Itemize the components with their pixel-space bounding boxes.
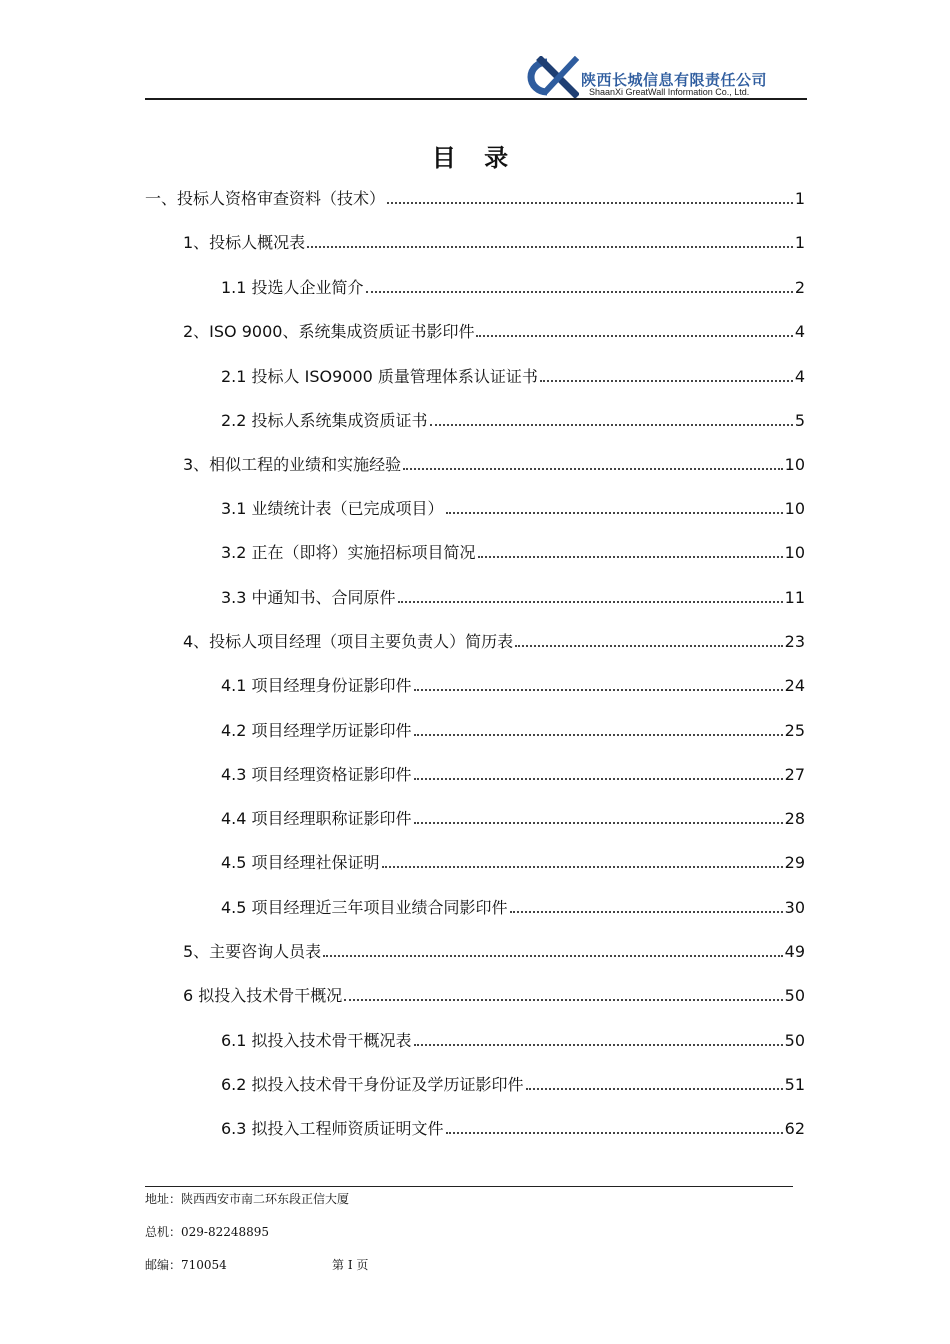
toc-leader-dots [307,246,793,248]
toc-entry-label: 3.2 正在（即将）实施招标项目简况 [221,543,476,562]
footer-divider [145,1186,793,1187]
toc-leader-dots [526,1088,783,1090]
page-header [145,56,807,100]
toc-entry-label: 4.1 项目经理身份证影印件 [221,676,412,695]
toc-entry-page: 24 [784,676,805,695]
toc-leader-dots [414,1044,783,1046]
toc-entry-label: 2、ISO 9000、系统集成资质证书影印件 [183,322,475,341]
toc-leader-dots [382,866,783,868]
toc-entry-label: 4.3 项目经理资格证影印件 [221,765,412,784]
toc-leader-dots [398,601,783,603]
toc-entry-label: 一、投标人资格审查资料（技术） [145,189,386,208]
toc-entry[interactable] [183,984,805,1006]
toc-leader-dots [414,778,783,780]
toc-entry-page: 29 [784,853,805,872]
toc-entry[interactable] [221,1117,805,1139]
toc-entry-page: 1 [794,233,805,252]
toc-entry-page: 5 [794,411,805,430]
toc-entry-page: 10 [784,543,805,562]
toc-leader-dots [414,822,783,824]
footer-postcode: 邮编：710054 [145,1258,227,1272]
toc-entry-page: 27 [784,765,805,784]
toc-entry-label: 3.1 业绩统计表（已完成项目） [221,499,444,518]
footer-phone: 总机：029-82248895 [145,1225,270,1239]
toc-entry-page: 10 [784,499,805,518]
toc-entry[interactable] [221,851,805,873]
toc-entry-page: 11 [784,588,805,607]
toc-leader-dots [387,202,793,204]
page-title: 目 录 [431,144,519,172]
toc-entry[interactable] [145,187,805,209]
toc-entry-page: 4 [794,367,805,386]
toc-entry-label: 5、主要咨询人员表 [183,942,322,961]
toc-entry-label: 2.2 投标人系统集成资质证书 [221,411,428,430]
toc-entry-page: 30 [784,898,805,917]
footer-page-number: 第 I 页 [332,1258,369,1272]
toc-entry-label: 6.2 拟投入技术骨干身份证及学历证影印件 [221,1075,524,1094]
company-logo [517,56,807,98]
toc-entry-label: 4.2 项目经理学历证影印件 [221,721,412,740]
toc-entry-label: 1.1 投选人企业简介 [221,278,364,297]
toc-entry[interactable] [221,1073,805,1095]
toc-leader-dots [323,955,782,957]
toc-leader-dots [403,468,782,470]
toc-entry-label: 3.3 中通知书、合同原件 [221,588,396,607]
toc-entry-page: 49 [784,942,805,961]
toc-entry[interactable] [221,1029,805,1051]
toc-entry-label: 3、相似工程的业绩和实施经验 [183,455,402,474]
toc-entry-label: 4、投标人项目经理（项目主要负责人）简历表 [183,632,514,651]
company-name-cn: 陕西长城信息有限责任公司 [581,71,768,89]
toc-leader-dots [414,734,783,736]
toc-entry-page: 50 [784,1031,805,1050]
toc-leader-dots [476,335,792,337]
toc-leader-dots [540,380,793,382]
toc-entry-label: 2.1 投标人 ISO9000 质量管理体系认证证书 [221,367,538,386]
toc-leader-dots [344,999,782,1001]
toc-entry-label: 4.5 项目经理近三年项目业绩合同影印件 [221,898,508,917]
toc-entry[interactable] [183,231,805,253]
toc-entry-page: 25 [784,721,805,740]
footer-address: 地址：陕西西安市南二环东段正信大厦 [145,1192,350,1206]
toc-entry-page: 51 [784,1075,805,1094]
toc-entry-page: 4 [794,322,805,341]
toc-entry[interactable] [183,940,805,962]
toc-entry-label: 1、投标人概况表 [183,233,306,252]
toc-leader-dots [414,689,783,691]
toc-entry-page: 2 [794,278,805,297]
toc-entry[interactable] [221,807,805,829]
toc-entry-label: 6.1 拟投入技术骨干概况表 [221,1031,412,1050]
toc-entry[interactable] [221,674,805,696]
toc-entry-label: 4.5 项目经理社保证明 [221,853,380,872]
toc-entry-page: 28 [784,809,805,828]
toc-leader-dots [366,291,793,293]
toc-leader-dots [515,645,782,647]
toc-leader-dots [430,424,793,426]
company-name-en: ShaanXi GreatWall Information Co., Ltd. [589,87,750,97]
toc-leader-dots [478,556,783,558]
toc-entry[interactable] [221,276,805,298]
toc-entry[interactable] [221,586,805,608]
toc-entry-page: 1 [794,189,805,208]
toc-leader-dots [510,911,783,913]
toc-entry-label: 6.3 拟投入工程师资质证明文件 [221,1119,444,1138]
cx-logo-icon [517,56,579,98]
toc-entry[interactable] [183,320,805,342]
toc-entry-page: 23 [784,632,805,651]
toc-entry[interactable] [221,763,805,785]
toc-entry[interactable] [221,719,805,741]
toc-leader-dots [446,512,783,514]
toc-entry[interactable] [221,896,805,918]
toc-entry-label: 4.4 项目经理职称证影印件 [221,809,412,828]
header-divider [145,98,807,100]
toc-leader-dots [446,1132,783,1134]
toc-entry-page: 10 [784,455,805,474]
toc-entry-label: 6 拟投入技术骨干概况 [183,986,343,1005]
toc-entry[interactable] [221,365,805,387]
toc-entry-page: 62 [784,1119,805,1138]
toc-entry[interactable] [221,541,805,563]
toc-entry[interactable] [183,453,805,475]
toc-entry-page: 50 [784,986,805,1005]
toc-entry[interactable] [221,497,805,519]
toc-entry[interactable] [183,630,805,652]
toc-entry[interactable] [221,409,805,431]
